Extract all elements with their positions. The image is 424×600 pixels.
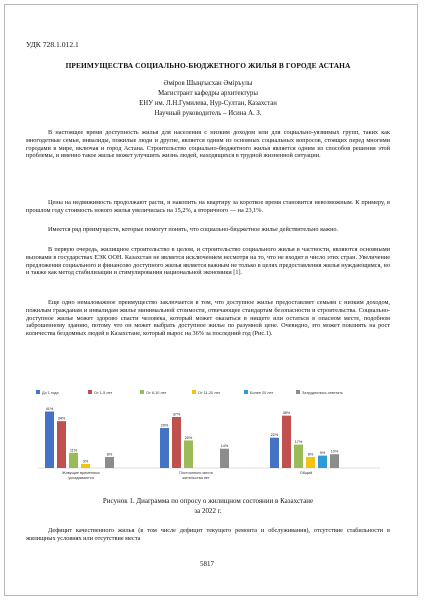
bar-2-4 (318, 456, 327, 468)
udk-code: УДК 728.1.012.1 (26, 40, 79, 49)
category-label-1-0: Постоянного места (179, 471, 213, 475)
category-label-1-1: жительства нет (182, 476, 210, 480)
bar-value-label-2-1: 38% (282, 411, 291, 416)
bar-1-5 (220, 449, 229, 468)
bar-value-label-0-1: 34% (57, 416, 66, 421)
bar-1-0 (160, 428, 169, 468)
bar-1-2 (184, 440, 193, 468)
bar-0-1 (57, 421, 66, 468)
figure-caption: Рисунок 1. Диаграмма по опросу о жилищном состоянии в Казахстане (102, 497, 314, 505)
legend-label-2: От 6-10 лет (146, 391, 167, 395)
author-position: Магистрант кафедры архитектуры (158, 90, 258, 97)
paper-title: ПРЕИМУЩЕСТВА СОЦИАЛЬНО-БЮДЖЕТНОГО ЖИЛЬЯ В ГОРОДЕ АСТАНА (65, 61, 351, 70)
paragraph-2: Цены на недвижимость продолжают расти, и накопить на квартиру за короткое время становится невозможным. К примеру, в прошлом году стоимость нового жилья увеличилась на 15,2%, а вторичного — на 23,1%. (26, 199, 390, 214)
bar-2-0 (270, 438, 279, 468)
bar-value-label-1-0: 29% (160, 423, 169, 428)
bar-value-label-0-0: 41% (45, 407, 54, 412)
legend-swatch-4 (244, 390, 248, 394)
bar-0-0 (45, 412, 54, 468)
legend-label-0: До 1 года (42, 391, 59, 395)
bar-2-1 (282, 416, 291, 468)
paragraph-4: В первую очередь, жилищное строительство в целом, и строительство социального жилья в частности, являются основными вызовами в государствах ЕЭК ООН. Казахстан не является исключением несмотря на то, что не входит в число этих стран. Увеличение предложения социального и финансово доступного жилья является важным не только в целях предоставления жилья нуждающимся, но и также как метод стабилизации и стимулирования национальной экономики [1]. (26, 246, 390, 277)
bar-2-2 (294, 445, 303, 468)
author-affiliation: ЕНУ им. Л.Н.Гумилева, Нур-Султан, Казахстан (139, 100, 277, 107)
supervisor: Научный руководитель – Исина А. З. (154, 110, 262, 117)
figure-caption-year: за 2022 г. (194, 507, 222, 515)
bar-value-label-0-3: 3% (82, 459, 89, 464)
category-label-0-1: укладываются (68, 476, 94, 480)
bar-value-label-2-3: 8% (307, 452, 314, 457)
bar-value-label-2-0: 22% (270, 433, 279, 438)
bar-value-label-1-1: 37% (172, 412, 181, 417)
paragraph-3: Имеется ряд преимуществ, которые помогут понять, что социально-бюджетное жилье действительно важно. (48, 226, 339, 233)
bar-value-label-2-4: 9% (319, 451, 326, 456)
legend-swatch-0 (36, 390, 40, 394)
legend-label-1: От 1-5 лет (94, 391, 113, 395)
paragraph-5: Еще одно немаловажное преимущество заключается в том, что доступное жилье предоставляет семьям с низким доходом, пожилым гражданам и инвалидам жилье минимальной стоимости, отвечающее стандартам безопасности и строительства. Социально-доступное жилье может здорово спасти человека, который может оказаться в нищете или остаться в опасном месте, подобном заброшенному зданию, потому что он может выбрать доступное жилье по разумной цене. Очевидно, это может повлиять на рост количества бездомных людей в Казахстане, который вырос на 36% за последний год (Рис.1). (26, 299, 390, 337)
bar-2-3 (306, 457, 315, 468)
bar-value-label-1-2: 20% (184, 435, 193, 440)
category-label-2-0: Общий (299, 471, 313, 475)
bar-1-1 (172, 417, 181, 468)
legend-swatch-5 (296, 390, 300, 394)
legend-label-3: От 11-20 лет (198, 391, 221, 395)
category-label-0-0: Живущие временных (62, 471, 100, 475)
legend-swatch-2 (140, 390, 144, 394)
bar-0-5 (105, 457, 114, 468)
paragraph-after-figure: Дефицит качественного жилья (в том числе дефицит текущего ремонта и обслуживания), отсутствие стабильности в жилищных условиях или отсутствие места (26, 527, 390, 542)
housing-survey-chart (30, 388, 386, 488)
page-number: 5817 (200, 560, 214, 568)
legend-swatch-3 (192, 390, 196, 394)
bar-0-2 (69, 453, 78, 468)
bar-value-label-0-2: 11% (69, 448, 78, 453)
bar-value-label-2-2: 17% (294, 440, 303, 445)
paragraph-1: В настоящее время доступность жилья для населения с низким доходом или для социально-уязвимых групп, таких как многодетные семьи, инвалиды, пожилые люди и другие, является одним из основных социальных вопросов, стоящих перед многими городами в мире, включая и город Астана. Строительство социально-бюджетного жилья является одним из способов решения этой проблемы, и именно такое жилье может улучшить жизнь людей, находящихся в трудной жизненной ситуации. (26, 129, 390, 160)
bar-value-label-0-5: 8% (106, 452, 113, 457)
bar-value-label-1-5: 14% (220, 444, 229, 449)
legend-label-5: Затруднились ответить (302, 391, 343, 395)
bar-value-label-2-5: 10% (330, 449, 339, 454)
author-name: Әміров Шыңғысхан Әміръулы (163, 80, 253, 87)
bar-2-5 (330, 454, 339, 468)
legend-label-4: Более 20 лет (250, 391, 274, 395)
bar-0-3 (81, 464, 90, 468)
legend-swatch-1 (88, 390, 92, 394)
